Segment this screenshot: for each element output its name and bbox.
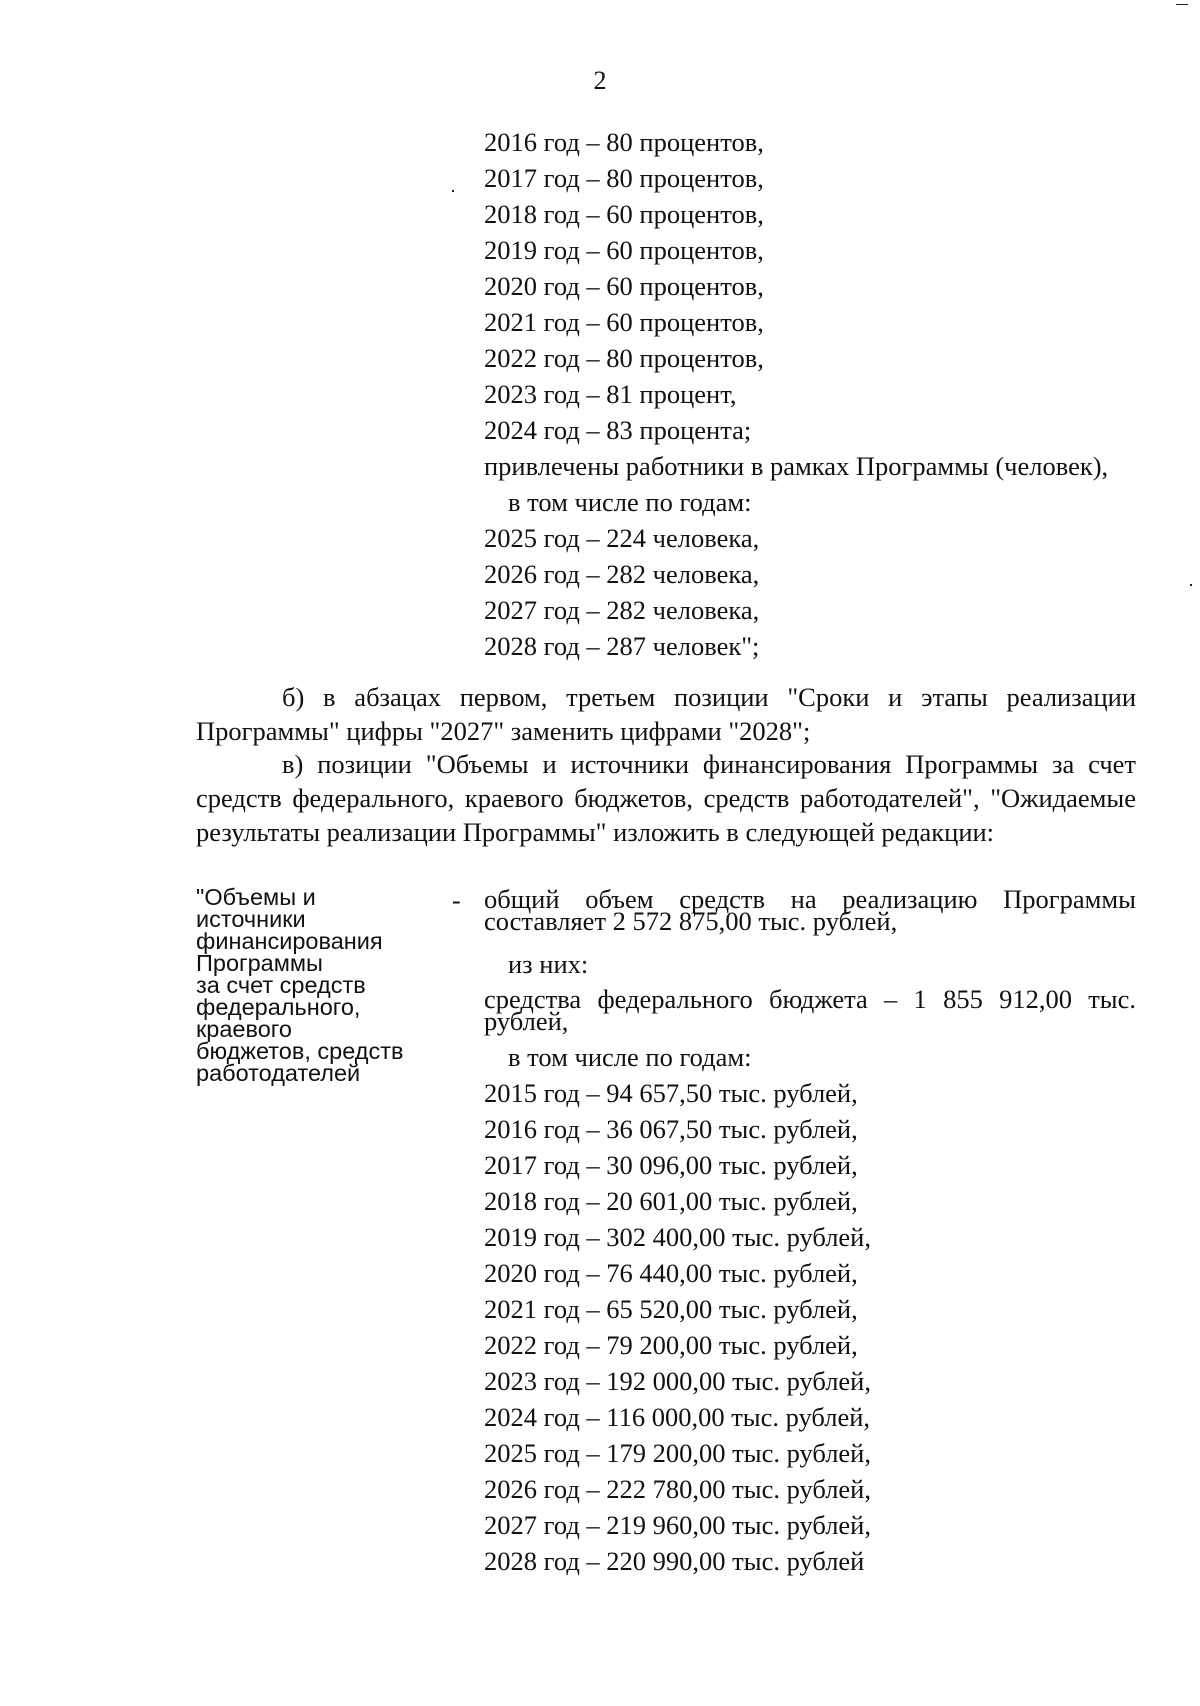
scan-speck xyxy=(1190,584,1192,586)
funding-label-line: Программы xyxy=(196,950,323,976)
funding-label-line: федерального, xyxy=(196,994,361,1020)
funding-label-line: бюджетов, средств xyxy=(196,1038,404,1064)
scan-speck xyxy=(452,190,454,192)
funding-label-line: "Объемы и xyxy=(196,884,316,910)
funding-label xyxy=(196,886,426,1084)
funding-years-list xyxy=(484,1075,871,1579)
funding-by-years: в том числе по годам: xyxy=(508,1042,752,1072)
list-item: 2017 год – 30 096,00 тыс. рублей, xyxy=(484,1150,858,1180)
list-item: 2016 год – 36 067,50 тыс. рублей, xyxy=(484,1114,858,1144)
list-item: 2025 год – 179 200,00 тыс. рублей, xyxy=(484,1438,871,1468)
funding-total: общий объем средств на реализацию Программы составляет 2 572 875,00 тыс. рублей, xyxy=(484,884,1136,936)
funding-label-line: за счет средств xyxy=(196,972,366,998)
list-item: 2023 год – 192 000,00 тыс. рублей, xyxy=(484,1366,871,1396)
list-item: 2018 год – 60 процентов, xyxy=(484,199,764,229)
percent-list xyxy=(484,124,1108,664)
list-item: 2021 год – 65 520,00 тыс. рублей, xyxy=(484,1294,858,1324)
list-item: 2023 год – 81 процент, xyxy=(484,379,737,409)
label-dash: - xyxy=(452,886,461,915)
list-item: 2026 год – 222 780,00 тыс. рублей, xyxy=(484,1474,871,1504)
funding-of-which: из них: xyxy=(508,949,589,979)
list-item: 2020 год – 60 процентов, xyxy=(484,271,764,301)
funding-label-line: работодателей xyxy=(196,1060,361,1086)
list-item: 2019 год – 302 400,00 тыс. рублей, xyxy=(484,1222,871,1252)
workers-heading: привлечены работники в рамках Программы (человек), xyxy=(484,451,1109,481)
list-item: 2017 год – 80 процентов, xyxy=(484,163,764,193)
list-item: 2024 год – 116 000,00 тыс. рублей, xyxy=(484,1402,871,1432)
funding-federal: средства федерального бюджета – 1 855 912,00 тыс. рублей, xyxy=(484,984,1136,1036)
funding-label-line: источники xyxy=(196,906,306,932)
workers-subheading: в том числе по годам: xyxy=(508,487,752,517)
paragraph-b: б) в абзацах первом, третьем позиции "Сроки и этапы реализации Программы" цифры "2027" заменить цифрами "2028"; xyxy=(196,682,1136,746)
list-item: 2019 год – 60 процентов, xyxy=(484,235,764,265)
list-item: 2027 год – 282 человека, xyxy=(484,595,760,625)
paragraph-v: в) позиции "Объемы и источники финансирования Программы за счет средств федерального, краевого бюджетов, средств работодателей", "Ожидаемые результаты реализации Программы" изложить в следующей редакции: xyxy=(196,749,1136,847)
funding-label-line: финансирования xyxy=(196,928,383,954)
list-item: 2015 год – 94 657,50 тыс. рублей, xyxy=(484,1078,858,1108)
list-item: 2018 год – 20 601,00 тыс. рублей, xyxy=(484,1186,858,1216)
list-item: 2022 год – 79 200,00 тыс. рублей, xyxy=(484,1330,858,1360)
list-item: 2028 год – 287 человек"; xyxy=(484,631,760,661)
list-item: 2026 год – 282 человека, xyxy=(484,559,760,589)
scan-speck xyxy=(1176,4,1188,5)
page-number: 2 xyxy=(593,66,607,95)
list-item: 2024 год – 83 процента; xyxy=(484,415,752,445)
funding-label-line: краевого xyxy=(196,1016,292,1042)
list-item: 2022 год – 80 процентов, xyxy=(484,343,764,373)
list-item: 2020 год – 76 440,00 тыс. рублей, xyxy=(484,1258,858,1288)
list-item: 2021 год – 60 процентов, xyxy=(484,307,764,337)
list-item: 2027 год – 219 960,00 тыс. рублей, xyxy=(484,1510,871,1540)
list-item: 2016 год – 80 процентов, xyxy=(484,127,764,157)
list-item: 2025 год – 224 человека, xyxy=(484,523,760,553)
list-item: 2028 год – 220 990,00 тыс. рублей xyxy=(484,1546,865,1576)
